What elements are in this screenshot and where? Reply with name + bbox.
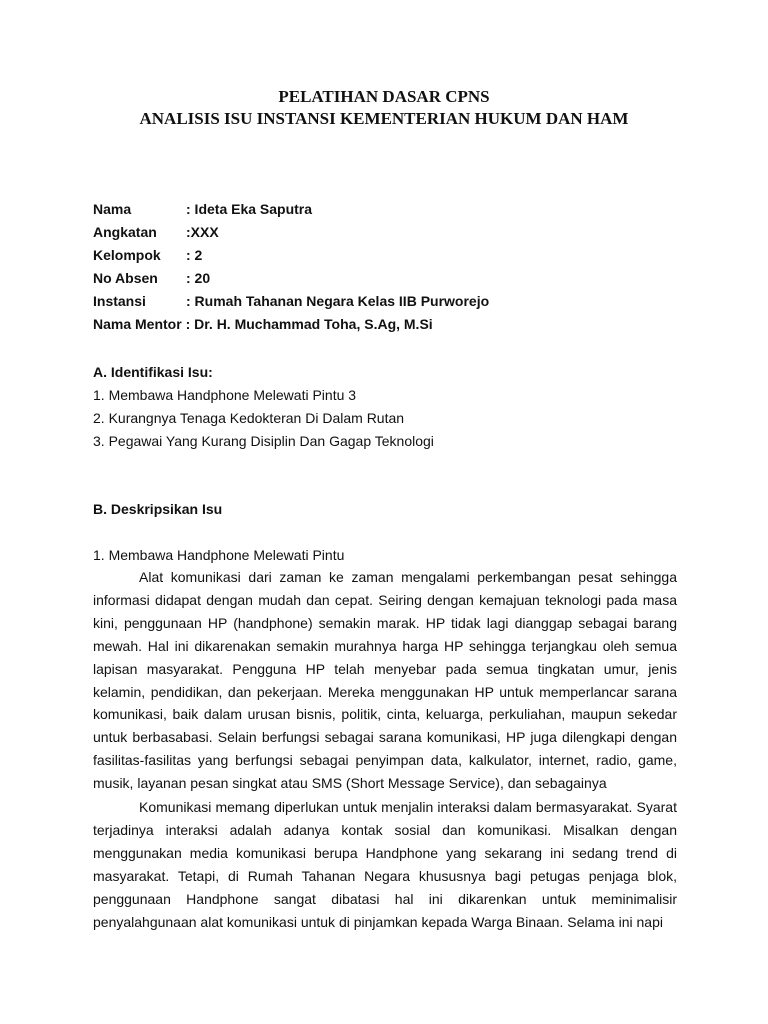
issue-item: 1. Membawa Handphone Melewati Pintu 3 xyxy=(93,387,357,403)
section-identifikasi-isu xyxy=(93,363,434,455)
section-heading: A. Identifikasi Isu: xyxy=(93,364,213,380)
section-heading-deskripsi: B. Deskripsikan Isu xyxy=(93,501,223,517)
paragraph-1 xyxy=(93,566,677,795)
issue-item: 2. Kurangnya Tenaga Kedokteran Di Dalam Rutan xyxy=(93,410,405,426)
paragraph-2 xyxy=(93,796,677,933)
info-label: Nama Mentor xyxy=(93,316,182,332)
info-row-mentor xyxy=(93,315,489,338)
info-value: : Ideta Eka Saputra xyxy=(186,201,313,217)
info-label: Nama xyxy=(93,201,132,217)
info-label: No Absen xyxy=(93,270,158,286)
issue-item: 3. Pegawai Yang Kurang Disiplin Dan Gagap Teknologi xyxy=(93,433,434,449)
info-row-no-absen xyxy=(93,269,489,292)
paragraph-text: Komunikasi memang diperlukan untuk menjalin interaksi dalam bermasyarakat. Syarat terjadinya interaksi adalah adanya kontak sosial dan komunikasi. Misalkan dengan menggunakan media komunikasi berupa Handphone yang sekarang ini sedang trend di masyarakat. Tetapi, di Rumah Tahanan Negara khususnya bagi petugas penjaga blok, penggunaan Handphone sangat dibatasi hal ini dikarenkan untuk meminimalisir penyalahgunaan alat komunikasi untuk di pinjamkan kepada Warga Binaan. Selama ini napi xyxy=(93,799,677,930)
document-subtitle: ANALISIS ISU INSTANSI KEMENTERIAN HUKUM DAN HAM xyxy=(139,109,629,128)
info-value: : Dr. H. Muchammad Toha, S.Ag, M.Si xyxy=(181,316,433,332)
identity-info xyxy=(93,200,489,338)
info-value: : 2 xyxy=(186,247,203,263)
info-row-nama xyxy=(93,200,489,223)
info-label: Angkatan xyxy=(93,224,157,240)
info-value: : Rumah Tahanan Negara Kelas IIB Purworejo xyxy=(186,293,490,309)
info-label: Instansi xyxy=(93,293,146,309)
document-title: PELATIHAN DASAR CPNS xyxy=(278,87,490,106)
paragraph-text: Alat komunikasi dari zaman ke zaman mengalami perkembangan pesat sehingga informasi didapat dengan mudah dan cepat. Seiring dengan kemajuan teknologi pada masa kini, penggunaan HP (handphone) semakin marak. HP tidak lagi dianggap sebagai barang mewah. Hal ini dikarenakan semakin murahnya harga HP sehingga terjangkau oleh semua lapisan masyarakat. Pengguna HP telah menyebar pada semua tingkatan umur, jenis kelamin, pendidikan, dan pekerjaan. Mereka menggunakan HP untuk memperlancar sarana komunikasi, baik dalam urusan bisnis, politik, cinta, keluarga, perkuliahan, maupun sekedar untuk berbasabasi. Selain berfungsi sebagai sarana komunikasi, HP juga dilengkapi dengan fasilitas-fasilitas yang berfungsi sebagai penyimpan data, kalkulator, internet, radio, game, musik, layanan pesan singkat atau SMS (Short Message Service), dan sebagainya xyxy=(93,569,677,792)
info-row-instansi xyxy=(93,292,489,315)
info-value: :XXX xyxy=(186,224,219,240)
info-row-angkatan xyxy=(93,223,489,246)
info-label: Kelompok xyxy=(93,247,161,263)
info-row-kelompok xyxy=(93,246,489,269)
issue-subheading: 1. Membawa Handphone Melewati Pintu xyxy=(93,547,345,563)
info-value: : 20 xyxy=(186,270,211,286)
